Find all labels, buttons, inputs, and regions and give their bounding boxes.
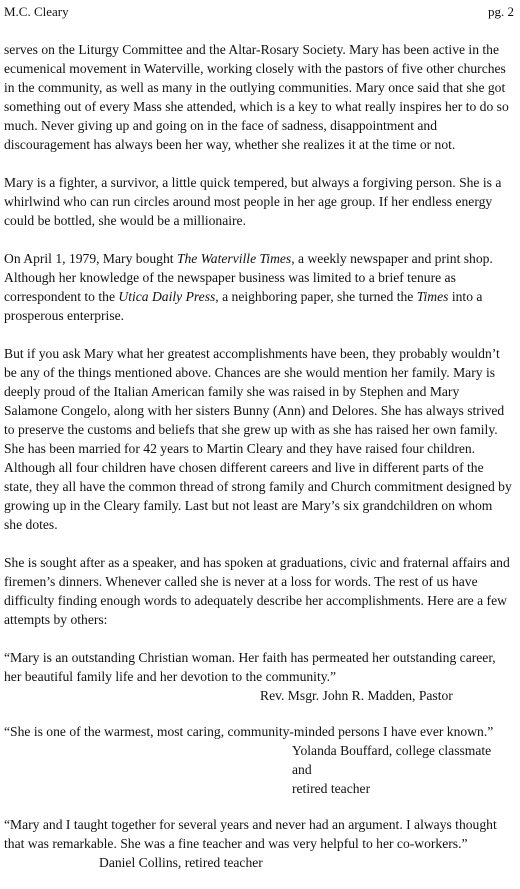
paragraph-service: serves on the Liturgy Committee and the Altar-Rosary Society. Mary has been active in the ecumenical movement in Waterville, working closely with the pastors of five other churches in the community, as well as many in the outlying communities. Mary once said that she got something out of every Mass she attended, which is a key to what really inspires her to do so much. Never giving up and going on in the face of sadness, disappointment and discouragement has always been her way, whether she realizes it at the time or not. [4, 42, 509, 152]
author-name: M.C. Cleary [4, 4, 69, 19]
paragraph-speaker: She is sought after as a speaker, and has spoken at graduations, civic and fraternal affairs and firemen’s dinners. Whenever called she is never at a loss for words. The rest of us have difficulty finding enough words to adequately describe her accomplishments. Here are a few attempts by others: [4, 555, 510, 627]
text-segment: , a weekly newspaper and print shop. Although her knowledge of the newspaper business was limited to a brief tenure as correspondent to the [4, 251, 493, 304]
quote-block [4, 722, 512, 798]
paragraph-family: But if you ask Mary what her greatest accomplishments have been, they probably wouldn’t be any of the things mentioned above. Chances are she would mention her family. Mary is deeply proud of the Italian American family she was raised in by Stephen and Mary Salamone Congelo, along with her sisters Bunny (Ann) and Delores. She has always strived to preserve the customs and beliefs that she grew up with as she has raised her own family. She has been married for 42 years to Martin Cleary and they have raised four children. Although all four children have chosen different careers and live in different parts of the state, they all have the common thread of strong family and Church commitment designed by growing up in the Cleary family. Last but not least are Mary’s six grandchildren on whom she dotes. [4, 346, 512, 532]
quote-text: “She is one of the warmest, most caring, community-minded persons I have ever known.” [4, 724, 494, 739]
paragraph-newspaper [4, 249, 512, 325]
quote-attribution: Yolanda Bouffard, college classmate and [292, 743, 492, 777]
document-body [4, 40, 512, 889]
newspaper-title: Utica Daily Press [118, 289, 216, 304]
quote-text: “Mary is an outstanding Christian woman. Her faith has permeated her outstanding career, her beautiful family life and her devotion to the community.” [4, 650, 496, 684]
quote-attribution-continued: retired teacher [292, 781, 371, 796]
paragraph-character: Mary is a fighter, a survivor, a little quick tempered, but always a forgiving person. She is a whirlwind who can run circles around most people in her age group. If her endless energy could be bottled, she would be a millionaire. [4, 175, 502, 228]
page-header [4, 2, 514, 22]
quote-block [4, 815, 512, 872]
quote-text: “Mary and I taught together for several years and never had an argument. I always thought that was remarkable. She was a fine teacher and was very helpful to her co-workers.” [4, 817, 497, 851]
text-segment: , a neighboring paper, she turned the [215, 289, 417, 304]
page-number: pg. 2 [488, 4, 514, 19]
newspaper-title: Times [416, 289, 449, 304]
text-segment: On April 1, 1979, Mary bought [4, 251, 177, 266]
text-segment: into a prosperous enterprise. [4, 289, 483, 323]
newspaper-title: The Waterville Times [176, 251, 292, 266]
quote-block [4, 648, 512, 705]
quote-attribution: Rev. Msgr. John R. Madden, Pastor [260, 688, 453, 703]
quote-attribution: Daniel Collins, retired teacher [99, 855, 263, 870]
